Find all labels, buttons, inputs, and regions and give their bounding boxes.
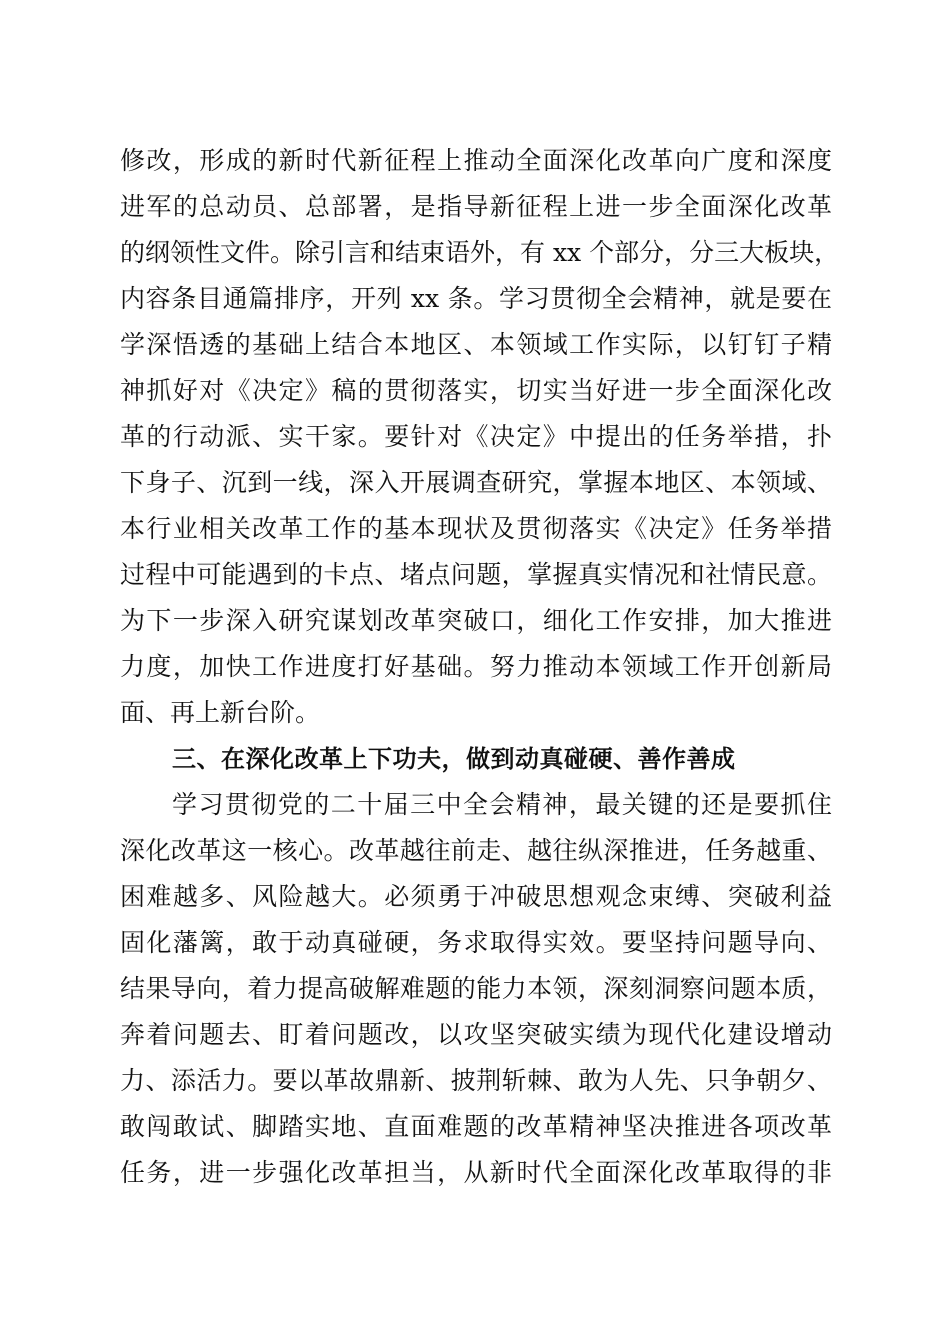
paragraph-line: 学习贯彻党的二十届三中全会精神，最关键的还是要抓住 (172, 790, 832, 819)
paragraph-line: 力、添活力。要以革故鼎新、披荆斩棘、敢为人先、只争朝夕、 (120, 1066, 832, 1095)
paragraph-line: 困难越多、风险越大。必须勇于冲破思想观念束缚、突破利益 (120, 882, 832, 911)
paragraph-line: 革的行动派、实干家。要针对《决定》中提出的任务举措，扑 (120, 422, 832, 451)
paragraph-line: 面、再上新台阶。 (120, 698, 321, 727)
paragraph-line: 过程中可能遇到的卡点、堵点问题，掌握真实情况和社情民意。 (120, 560, 832, 589)
paragraph-line: 奔着问题去、盯着问题改，以攻坚突破实绩为现代化建设增动 (120, 1020, 832, 1049)
paragraph-line: 结果导向，着力提高破解难题的能力本领，深刻洞察问题本质， (120, 974, 832, 1003)
paragraph-line: 的纲领性文件。除引言和结束语外，有 xx 个部分，分三大板块， (120, 238, 840, 267)
paragraph-line: 下身子、沉到一线，深入开展调查研究，掌握本地区、本领域、 (120, 468, 832, 497)
paragraph-line: 进军的总动员、总部署，是指导新征程上进一步全面深化改革 (120, 192, 832, 221)
paragraph-line: 固化藩篱，敢于动真碰硬，务求取得实效。要坚持问题导向、 (120, 928, 832, 957)
paragraph-line: 力度，加快工作进度打好基础。努力推动本领域工作开创新局 (120, 652, 832, 681)
paragraph-line: 敢闯敢试、脚踏实地、直面难题的改革精神坚决推进各项改革 (120, 1112, 832, 1141)
paragraph-line: 深化改革这一核心。改革越往前走、越往纵深推进，任务越重、 (120, 836, 832, 865)
section-heading: 三、在深化改革上下功夫，做到动真碰硬、善作善成 (172, 745, 736, 773)
paragraph-line: 神抓好对《决定》稿的贯彻落实，切实当好进一步全面深化改 (120, 376, 832, 405)
paragraph-line: 任务，进一步强化改革担当，从新时代全面深化改革取得的非 (120, 1158, 832, 1187)
paragraph-line: 学深悟透的基础上结合本地区、本领域工作实际，以钉钉子精 (120, 330, 832, 359)
paragraph-line: 为下一步深入研究谋划改革突破口，细化工作安排，加大推进 (120, 606, 832, 635)
paragraph-line: 内容条目通篇排序，开列 xx 条。学习贯彻全会精神，就是要在 (120, 284, 832, 313)
paragraph-line: 修改，形成的新时代新征程上推动全面深化改革向广度和深度 (120, 146, 832, 175)
paragraph-line: 本行业相关改革工作的基本现状及贯彻落实《决定》任务举措 (120, 514, 832, 543)
